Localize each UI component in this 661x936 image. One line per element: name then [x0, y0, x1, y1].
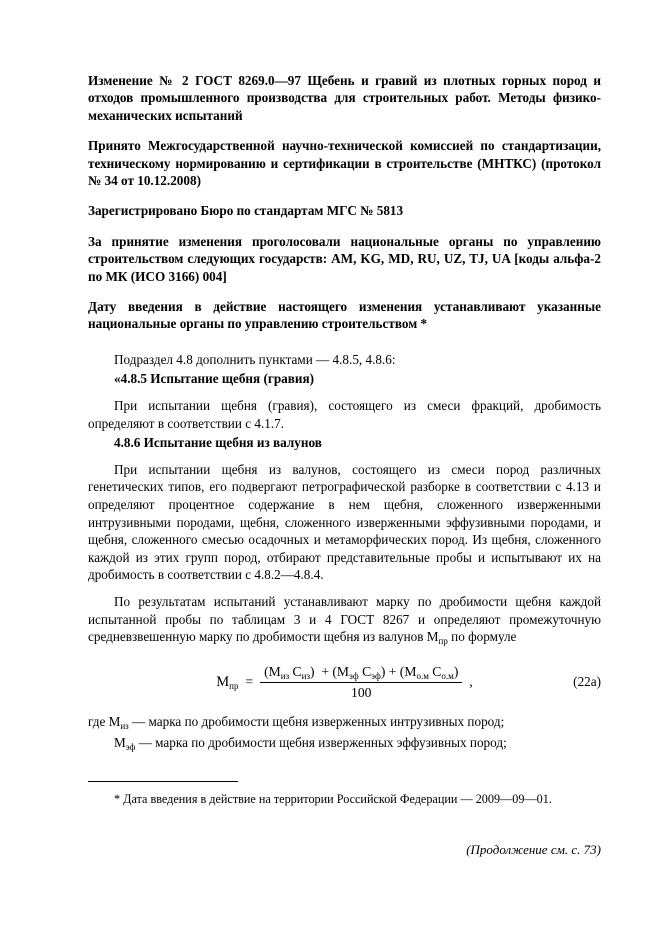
- term-c-ef: С: [362, 663, 372, 679]
- formula-equals: =: [245, 674, 254, 690]
- formula-expression: [216, 664, 473, 701]
- legend-text-2: — марка по дробимости щебня изверженных эффузивных пород;: [138, 734, 507, 750]
- footnote-marker: *: [114, 791, 121, 806]
- term-c-om: С: [432, 663, 442, 679]
- footnote: [88, 791, 601, 808]
- legend-subscript-2: эф: [125, 741, 136, 752]
- legend-text-1: — марка по дробимости щебня изверженных интрузивных пород;: [132, 713, 505, 729]
- legend-symbol-2: М: [114, 734, 126, 750]
- amendment-title: Изменение № 2 ГОСТ 8269.0—97 Щебень и гравий из плотных горных пород и отходов промышленного производства для строительных работ. Методы физико-механических испытаний: [88, 73, 601, 123]
- legend-line-2: [114, 734, 601, 753]
- document-body: [88, 72, 601, 858]
- legend-line-1: [88, 713, 601, 732]
- clause-486-title: 4.8.6 Испытание щебня из валунов: [114, 435, 322, 451]
- term-c-iz-sub: из: [301, 670, 310, 681]
- adoption-statement: Принято Межгосударственной научно-технической комиссией по стандартизации, техническому нормированию и сертификации в строительстве (МНТКС) (протокол № 34 от 10.12.2008): [88, 138, 601, 189]
- term-m-om: М: [404, 663, 417, 679]
- formula-intro-subscript: пр: [438, 636, 448, 647]
- term-c-om-sub: о.м: [441, 670, 454, 681]
- formula-numerator: ($М_{из}$ $С_{из}) + (М_{эф}$ $С_{эф}) + (М_{о.м}$ $С_{о.м}$): [264, 663, 459, 681]
- formula-fraction: [260, 664, 462, 701]
- amendment-intro: Подраздел 4.8 дополнить пунктами — 4.8.5, 4.8.6:: [114, 351, 396, 367]
- effective-date-statement: Дату введения в действие настоящего изменения устанавливают указанные национальные органы по управлению строительством *: [88, 299, 601, 332]
- formula-intro-prefix: По результатам испытаний устанавливают марку по дробимости щебня каждой испытанной пробы по таблицам 3 и 4 ГОСТ 8267 и определяют промежуточную средневзвешенную марку по дробимости щебня из валунов М: [88, 594, 601, 645]
- term-m-om-sub: о.м: [416, 670, 429, 681]
- clause-486-text: При испытании щебня из валунов, состоящего из смеси пород различных генетических типов, его подвергают петрографической разборке в соответствии с 4.13 и определяют процентное содержание в нем щебня, сложенного изверженными интрузивными породами, щебня, сложенного изверженными эффузивными породами, и щебня, сложенного смесью осадочных и метаморфических пород. Из щебня, сложенного каждой из этих групп пород, отбирают представительные пробы и испытывают их на дробимость в соответствии с 4.8.2—4.8.4.: [88, 461, 601, 583]
- formula-trailing-comma: ,: [469, 674, 473, 690]
- formula-number: (22а): [573, 674, 601, 690]
- legend-symbol-1: М: [108, 713, 121, 729]
- clause-486-formula-intro: [88, 593, 601, 648]
- spacer: [88, 333, 601, 342]
- formula-lhs-symbol: М: [216, 673, 230, 690]
- clause-485-text: При испытании щебня (гравия), состоящего из смеси фракций, дробимость определяют в соответствии с 4.1.7.: [88, 398, 601, 431]
- term-m-ef-sub: эф: [349, 670, 359, 681]
- formula-22a: [88, 664, 601, 701]
- continuation-note: (Продолжение см. с. 73): [466, 841, 601, 857]
- footnote-separator: [88, 781, 238, 782]
- term-c-ef-sub: эф: [371, 670, 381, 681]
- term-m-ef: М: [336, 663, 350, 679]
- legend-subscript-1: из: [120, 720, 129, 731]
- term-m-iz: М: [268, 663, 281, 679]
- term-m-iz-sub: из: [280, 670, 290, 681]
- formula-intro-suffix: по формуле: [447, 629, 517, 645]
- footnote-text: Дата введения в действие на территории Российской Федерации — 2009—09—01.: [123, 791, 552, 806]
- voting-statement: За принятие изменения проголосовали национальные органы по управлению строительством следующих государств: AM, KG, MD, RU, UZ, TJ, UA [коды альфа-2 по МК (ИСО 3166) 004]: [88, 233, 601, 284]
- registration-statement: Зарегистрировано Бюро по стандартам МГС № 5813: [88, 203, 404, 219]
- formula-lhs: [216, 674, 238, 691]
- term-c-iz: С: [292, 663, 302, 679]
- clause-485-title: «4.8.5 Испытание щебня (гравия): [114, 371, 315, 387]
- formula-denominator: 100: [351, 684, 372, 700]
- legend-where: где: [88, 713, 106, 729]
- formula-lhs-subscript: пр: [229, 680, 239, 691]
